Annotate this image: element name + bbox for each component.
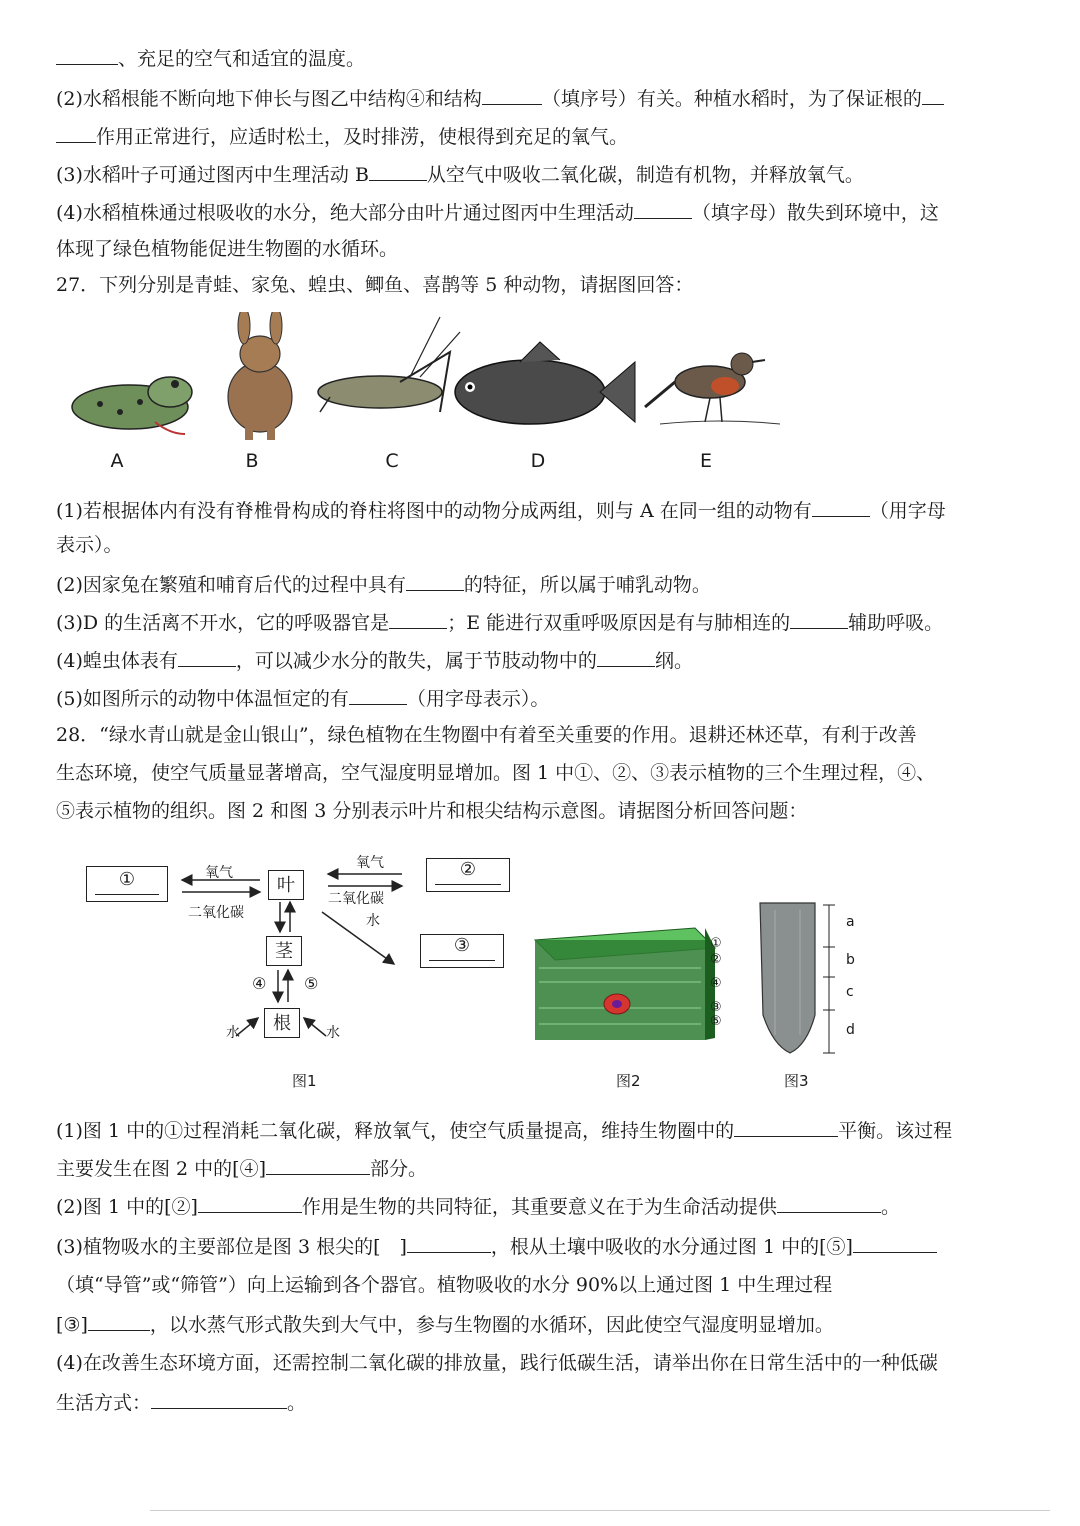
- answer-blank[interactable]: [88, 1310, 150, 1331]
- bird-image: [645, 353, 780, 424]
- q27-1-cont: 表示）。: [56, 534, 123, 556]
- rabbit-image: [228, 312, 292, 440]
- page-bottom-rule: [150, 1510, 1050, 1511]
- root-box: 根: [264, 1008, 300, 1038]
- animal-label-a: A: [110, 450, 124, 472]
- q28-2: (2)图 1 中的[②] 作用是生物的共同特征，其重要意义在于为生命活动提供 。: [56, 1192, 900, 1220]
- answer-blank[interactable]: [389, 608, 447, 629]
- answer-blank[interactable]: [777, 1192, 881, 1213]
- oxygen-label-left: 氧气: [205, 865, 233, 881]
- q27-4: (4)蝗虫体表有 ，可以减少水分的散失，属于节肢动物中的 纲。: [56, 646, 693, 674]
- root-zone-c: c: [846, 984, 854, 1000]
- water-label-right: 水: [366, 913, 380, 929]
- answer-blank[interactable]: [266, 1154, 370, 1175]
- animal-label-c: C: [385, 450, 399, 472]
- answer-blank[interactable]: [198, 1192, 302, 1213]
- answer-blank[interactable]: [349, 684, 407, 705]
- animals-figure: [60, 312, 780, 442]
- figure-2-leaf-section: [525, 920, 725, 1045]
- answer-blank[interactable]: [734, 1116, 838, 1137]
- frog-image: [72, 377, 192, 434]
- animal-label-d: D: [530, 450, 546, 472]
- answer-blank[interactable]: [634, 198, 692, 219]
- process-box-3: ③: [420, 934, 504, 968]
- q28-1: (1)图 1 中的①过程消耗二氧化碳，释放氧气，使空气质量提高，维持生物圈中的 平衡。该过程: [56, 1116, 952, 1144]
- q27-2: (2)因家兔在繁殖和哺育后代的过程中具有 的特征，所以属于哺乳动物。: [56, 570, 711, 598]
- leaf-label-3: ③: [710, 1000, 722, 1015]
- q27-5: (5)如图所示的动物中体温恒定的有 （用字母表示）。: [56, 684, 549, 712]
- tissue-4-label: ④: [252, 974, 267, 993]
- leaf-label-2: ②: [710, 952, 722, 967]
- q28-3: (3)植物吸水的主要部位是图 3 根尖的[ ] ，根从土壤中吸收的水分通过图 1 中的[⑤]: [56, 1232, 937, 1260]
- water-label-lower-left: 水: [226, 1025, 240, 1041]
- figure-3-caption: 图3: [784, 1072, 809, 1090]
- root-zone-a: a: [846, 914, 855, 930]
- q26-3-line: (3)水稻叶子可通过图丙中生理活动 B 从空气中吸收二氧化碳，制造有机物，并释放氧气。: [56, 160, 864, 188]
- q27-1: (1)若根据体内有没有脊椎骨构成的脊柱将图中的动物分成两组，则与 A 在同一组的动物有 （用字母: [56, 496, 946, 524]
- water-label-lower-right: 水: [326, 1025, 340, 1041]
- animal-label-e: E: [699, 450, 712, 472]
- q28-1-cont: 主要发生在图 2 中的[④] 部分。: [56, 1154, 427, 1182]
- answer-blank[interactable]: [369, 160, 427, 181]
- oxygen-label-right: 氧气: [356, 855, 384, 871]
- figure-1-caption: 图1: [292, 1072, 317, 1090]
- q26-4-line: (4)水稻植株通过根吸收的水分，绝大部分由叶片通过图丙中生理活动 （填字母）散失到环境中，这: [56, 198, 939, 226]
- answer-blank[interactable]: [56, 44, 118, 65]
- answer-blank[interactable]: [407, 1232, 491, 1253]
- co2-label-left: 二氧化碳: [188, 905, 244, 921]
- co2-label-right: 二氧化碳: [328, 891, 384, 907]
- q26-line1: 、充足的空气和适宜的温度。: [56, 44, 365, 72]
- q28-4: (4)在改善生态环境方面，还需控制二氧化碳的排放量，践行低碳生活，请举出你在日常生活中的一种低碳: [56, 1352, 938, 1374]
- fish-image: [455, 342, 635, 424]
- leaf-label-4: ④: [710, 976, 722, 991]
- leaf-label-1: ①: [710, 936, 722, 951]
- answer-blank[interactable]: [56, 122, 96, 143]
- answer-blank[interactable]: [790, 608, 848, 629]
- answer-blank[interactable]: [482, 84, 542, 105]
- q28-3-cont2: [③] ，以水蒸气形式散失到大气中，参与生物圈的水循环，因此使空气湿度明显增加。: [56, 1310, 834, 1338]
- q26-2-line: (2)水稻根能不断向地下伸长与图乙中结构④和结构 （填序号）有关。种植水稻时，为了保证根的: [56, 84, 944, 112]
- q28-3-cont: （填“导管”或“筛管”）向上运输到各个器官。植物吸收的水分 90%以上通过图 1 中生理过程: [56, 1274, 833, 1296]
- grasshopper-image: [318, 317, 460, 412]
- q28-4-cont: 生活方式： 。: [56, 1388, 306, 1416]
- answer-blank[interactable]: [853, 1232, 937, 1253]
- answer-blank[interactable]: [812, 496, 870, 517]
- answer-blank[interactable]: [597, 646, 655, 667]
- animal-label-b: B: [245, 450, 259, 472]
- leaf-box: 叶: [268, 870, 304, 900]
- q27-stem: 27．下列分别是青蛙、家兔、蝗虫、鲫鱼、喜鹊等 5 种动物，请据图回答：: [56, 274, 694, 296]
- root-zone-b: b: [846, 952, 855, 968]
- process-box-2: ②: [426, 858, 510, 892]
- q27-3: (3)D 的生活离不开水，它的呼吸器官是 ；E 能进行双重呼吸原因是有与肺相连的 辅助呼吸。: [56, 608, 943, 636]
- answer-blank[interactable]: [151, 1388, 287, 1409]
- stem-box: 茎: [266, 936, 302, 966]
- q26-4-line2: 体现了绿色植物能促进生物圈的水循环。: [56, 238, 399, 260]
- process-box-1: ①: [86, 866, 168, 902]
- leaf-label-5: ⑤: [710, 1014, 722, 1029]
- answer-blank[interactable]: [406, 570, 464, 591]
- figure-2-caption: 图2: [616, 1072, 641, 1090]
- q28-stem-2: 生态环境，使空气质量显著增高，空气湿度明显增加。图 1 中①、②、③表示植物的三个生理过程，④、: [56, 762, 936, 784]
- tissue-5-label: ⑤: [304, 974, 319, 993]
- answer-blank[interactable]: [178, 646, 236, 667]
- q28-stem-1: 28．“绿水青山就是金山银山”，绿色植物在生物圈中有着至关重要的作用。退耕还林还草，有利于改善: [56, 724, 917, 746]
- root-zone-d: d: [846, 1022, 855, 1038]
- q28-stem-3: ⑤表示植物的组织。图 2 和图 3 分别表示叶片和根尖结构示意图。请据图分析回答问题：: [56, 800, 808, 822]
- answer-blank[interactable]: [922, 84, 944, 105]
- figure-1-arrows: [0, 840, 520, 1050]
- q26-2-line2: 作用正常进行，应适时松土，及时排涝，使根得到充足的氧气。: [56, 122, 628, 150]
